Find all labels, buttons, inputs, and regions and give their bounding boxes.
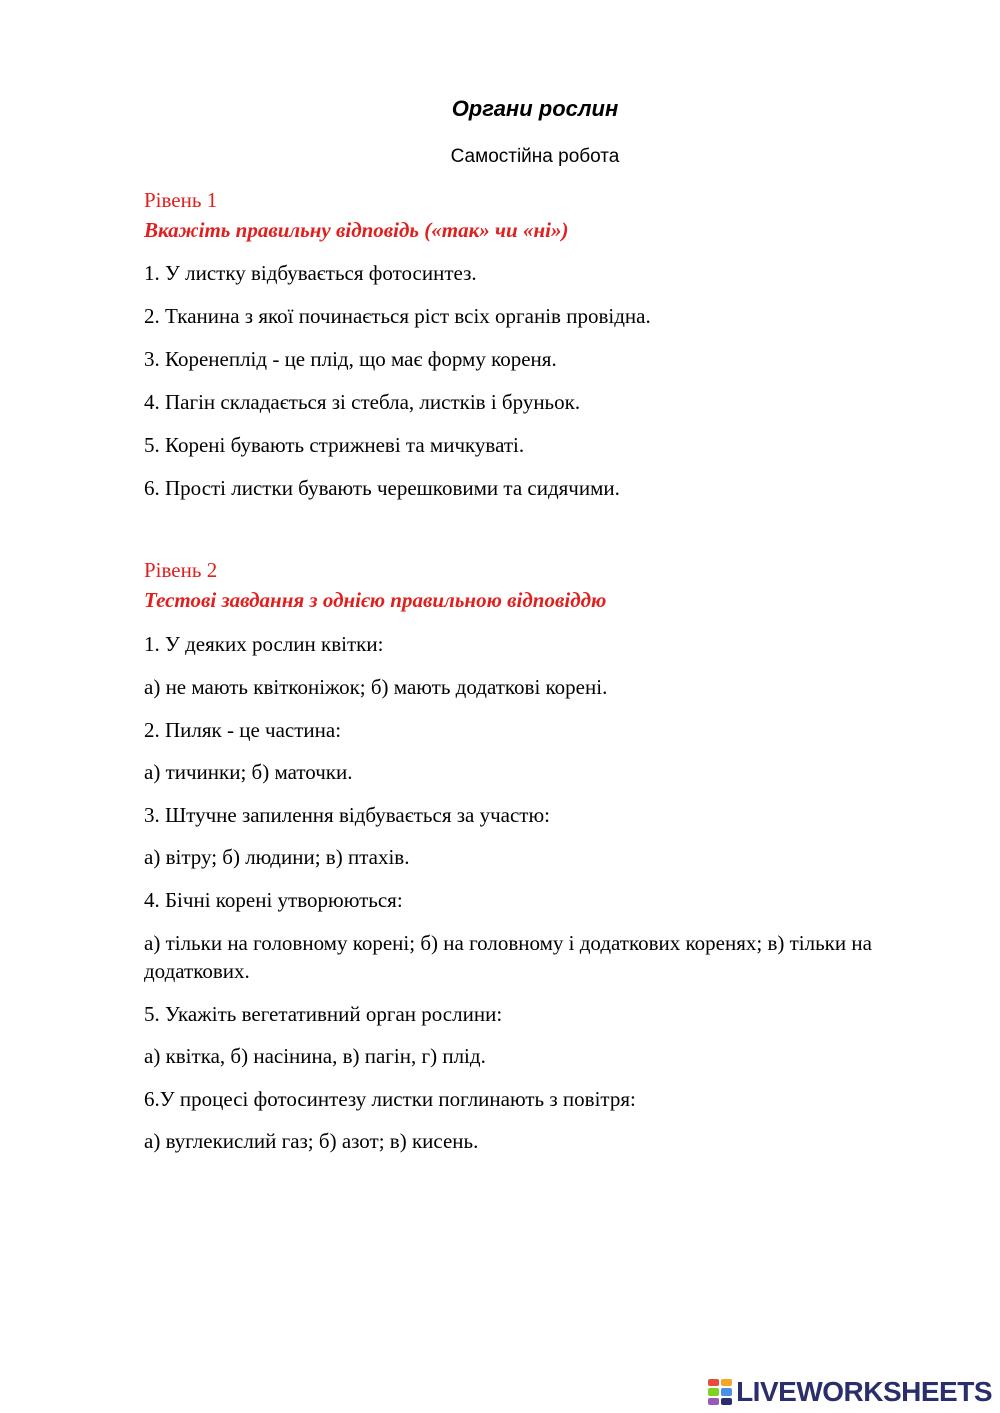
answers-1: а) не мають квітконіжок; б) мають додаткові корені. <box>144 675 608 699</box>
level1-instruction: Вкажіть правильну відповідь («так» чи «ні») <box>144 218 569 242</box>
question-3: 3. Штучне запилення відбувається за участю: <box>144 803 551 827</box>
answers-4: а) тільки на головному корені; б) на головному і додаткових коренях; в) тільки на додаткових. <box>144 931 872 983</box>
logo-text: LIVEWORKSHEETS <box>736 1376 992 1407</box>
answers-6: а) вуглекислий газ; б) азот; в) кисень. <box>144 1129 479 1153</box>
level1-item: 3. Коренеплід - це плід, що має форму кореня. <box>144 347 557 371</box>
level1-heading: Рівень 1 <box>144 188 218 212</box>
question-6: 6.У процесі фотосинтезу листки поглинають з повітря: <box>144 1087 636 1111</box>
logo-block <box>708 1388 719 1395</box>
logo-block <box>721 1379 732 1386</box>
level1-item: 6. Прості листки бувають черешковими та сидячими. <box>144 476 620 500</box>
level1-item: 1. У листку відбувається фотосинтез. <box>144 261 477 285</box>
logo-block <box>721 1388 732 1395</box>
level1-item: 4. Пагін складається зі стебла, листків і бруньок. <box>144 390 581 414</box>
answers-5: а) квітка, б) насінина, в) пагін, г) плід. <box>144 1044 486 1068</box>
question-1: 1. У деяких рослин квітки: <box>144 632 384 656</box>
logo-block <box>708 1379 719 1386</box>
logo-block <box>721 1398 732 1405</box>
logo-block <box>708 1398 719 1405</box>
answers-3: а) вітру; б) людини; в) птахів. <box>144 845 410 869</box>
question-2: 2. Пиляк - це частина: <box>144 718 342 742</box>
logo-mark-icon <box>708 1379 732 1405</box>
page-title: Органи рослин <box>451 96 619 121</box>
level2-heading: Рівень 2 <box>144 558 218 582</box>
question-5: 5. Укажіть вегетативний орган рослини: <box>144 1002 503 1026</box>
liveworksheets-logo <box>708 1376 992 1408</box>
level2-instruction: Тестові завдання з однією правильною відповіддю <box>144 588 607 612</box>
level1-item: 2. Тканина з якої починається ріст всіх органів провідна. <box>144 304 651 328</box>
answers-2: а) тичинки; б) маточки. <box>144 760 353 784</box>
level1-item: 5. Корені бувають стрижневі та мичкуваті. <box>144 433 525 457</box>
page-subtitle: Самостійна робота <box>450 146 620 167</box>
question-4: 4. Бічні корені утворюються: <box>144 888 403 912</box>
